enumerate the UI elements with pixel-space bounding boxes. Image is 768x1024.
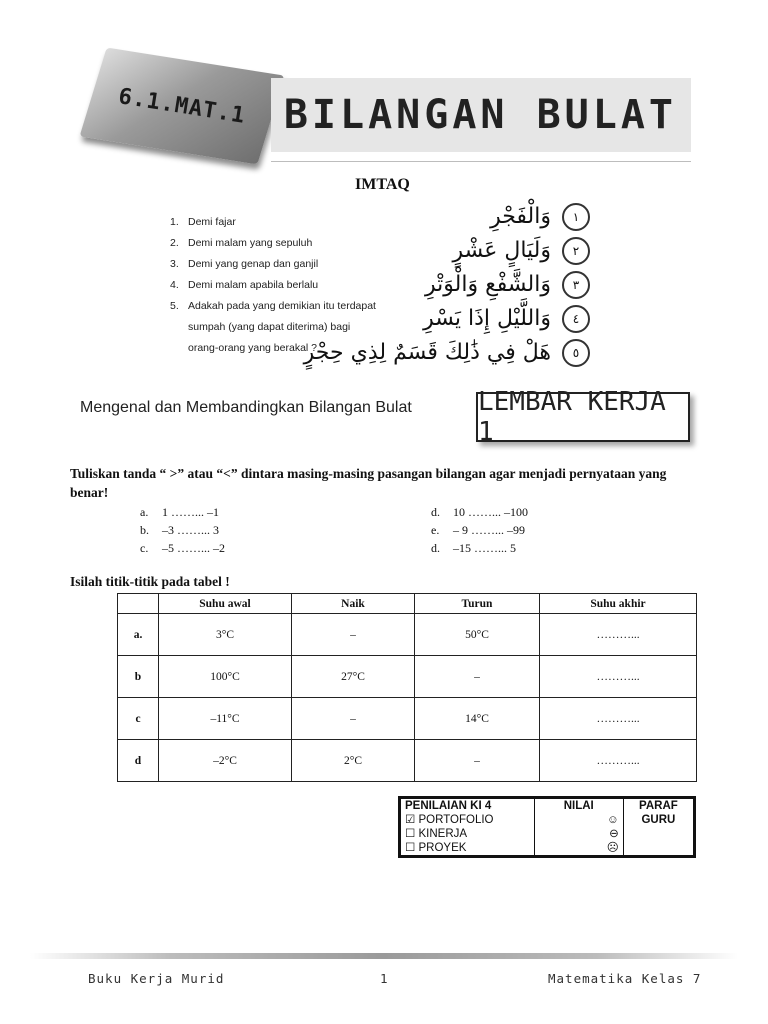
score-cell: [534, 798, 623, 857]
ayah-number: ٢: [562, 237, 590, 265]
lesson-code: 6.1.MAT.1: [116, 83, 248, 129]
checkbox-icon: ☐: [405, 828, 416, 840]
list-item: [170, 212, 376, 233]
table-row: [400, 798, 695, 857]
table-cell: 14°C: [415, 698, 540, 740]
table-cell: –2°C: [159, 740, 292, 782]
arabic-text: وَاللَّيْلِ إِذَا يَسْرِ: [423, 306, 551, 331]
answer-blank: ………...: [540, 740, 697, 782]
arabic-verse: [425, 268, 590, 302]
table-cell: 2°C: [292, 740, 415, 782]
list-item: [405, 813, 530, 827]
row-label: a.: [118, 614, 159, 656]
row-label: d: [118, 740, 159, 782]
score-title: NILAI: [563, 800, 594, 812]
table-cell: –: [292, 614, 415, 656]
item-label: e.: [431, 523, 440, 537]
list-item: [140, 521, 225, 539]
verse-number: 4.: [170, 279, 179, 291]
header-divider: [271, 161, 691, 162]
verse-number: 1.: [170, 216, 179, 228]
list-item: [405, 841, 530, 855]
arabic-verse: [430, 200, 590, 234]
verse-number: 2.: [170, 237, 179, 249]
list-item: [140, 503, 225, 521]
table-cell: –11°C: [159, 698, 292, 740]
worksheet-label: LEMBAR KERJA 1: [478, 387, 666, 447]
comparison-text: –5 ……... –2: [162, 541, 225, 555]
table-header-row: [118, 594, 697, 614]
answer-blank: ………...: [540, 656, 697, 698]
arabic-verse: [423, 302, 590, 336]
list-item: [170, 254, 376, 275]
ayah-number: ٣: [562, 271, 590, 299]
table-cell: 50°C: [415, 614, 540, 656]
assessment-types-cell: [400, 798, 535, 857]
page-title: BILANGAN BULAT: [283, 92, 677, 138]
verse-continuation: sumpah (yang dapat diterima) bagi: [188, 321, 351, 333]
footer-subject: Matematika Kelas 7: [548, 971, 702, 986]
row-label: b: [118, 656, 159, 698]
table-cell: 27°C: [292, 656, 415, 698]
ayah-number: ١: [562, 203, 590, 231]
list-item: [405, 827, 530, 841]
ayah-number: ٤: [562, 305, 590, 333]
neutral-face-icon: ⊖: [609, 828, 619, 840]
arabic-text: وَالْفَجْرِ: [490, 204, 551, 229]
list-item: [431, 503, 528, 521]
arabic-verse: [430, 234, 590, 268]
column-header: Suhu awal: [159, 594, 292, 614]
title-band: [271, 78, 691, 152]
list-item: [170, 296, 376, 317]
list-item: [170, 275, 376, 296]
list-item: [431, 539, 528, 557]
checkbox-icon: ☐: [405, 842, 416, 854]
arabic-text: هَلْ فِي ذَٰلِكَ قَسَمٌ لِذِي حِجْرٍ: [303, 340, 551, 365]
answer-blank: ………...: [540, 698, 697, 740]
column-header: Turun: [415, 594, 540, 614]
list-item: [431, 521, 528, 539]
arabic-verse: [303, 336, 590, 370]
column-header: [118, 594, 159, 614]
verse-continuation: orang-orang yang berakal ?: [188, 342, 318, 354]
exercise2-instruction: Isilah titik-titik pada tabel !: [70, 574, 230, 589]
table-row: [118, 740, 697, 782]
table-row: [118, 614, 697, 656]
checkbox-icon: ☑: [405, 814, 416, 826]
item-label: d.: [431, 541, 440, 555]
temperature-table: [117, 593, 697, 782]
lesson-code-badge: [80, 47, 285, 164]
comparison-text: 10 ……... –100: [453, 505, 528, 519]
frown-icon: ☹: [606, 842, 619, 854]
verse-text: Demi fajar: [188, 216, 236, 228]
table-row: [118, 698, 697, 740]
verse-text: Adakah pada yang demikian itu terdapat: [188, 300, 376, 312]
teacher-signature-cell: [623, 798, 694, 857]
ayah-number: ٥: [562, 339, 590, 367]
column-header: Naik: [292, 594, 415, 614]
item-label: a.: [140, 505, 149, 519]
exercise1-instruction: Tuliskan tanda “ >” atau “<” dintara masing-masing pasangan bilangan agar menjadi pernyataan yang benar!: [70, 466, 667, 500]
comparison-text: –15 ……... 5: [453, 541, 516, 555]
table-cell: –: [415, 740, 540, 782]
table-row: [118, 656, 697, 698]
worksheet-label-box: [476, 387, 690, 447]
arabic-text: وَالشَّفْعِ وَالْوَتْرِ: [425, 272, 551, 297]
signature-title: PARAF: [639, 800, 678, 812]
footer-divider: [30, 953, 738, 959]
comparison-text: – 9 ……... –99: [453, 523, 525, 537]
table-cell: 3°C: [159, 614, 292, 656]
verse-text: Demi malam apabila berlalu: [188, 279, 319, 291]
item-label: c.: [140, 541, 149, 555]
item-label: b.: [140, 523, 149, 537]
comparison-list-right: [431, 503, 528, 557]
imtaq-title: IMTAQ: [355, 176, 410, 193]
arabic-verses: [303, 200, 590, 370]
comparison-text: 1 ……... –1: [162, 505, 219, 519]
assessment-box: [398, 796, 696, 858]
section-heading: Mengenal dan Membandingkan Bilangan Bulat: [80, 399, 412, 416]
row-label: c: [118, 698, 159, 740]
page-number: 1: [380, 971, 389, 986]
arabic-text: وَلَيَالٍ عَشْرٍ: [452, 238, 551, 263]
comparison-text: –3 ……... 3: [162, 523, 219, 537]
table-cell: –: [292, 698, 415, 740]
table-cell: 100°C: [159, 656, 292, 698]
answer-blank: ………...: [540, 614, 697, 656]
assessment-label: PORTOFOLIO: [418, 814, 494, 826]
assessment-title: PENILAIAN KI 4: [405, 800, 492, 812]
verse-text: Demi yang genap dan ganjil: [188, 258, 319, 270]
column-header: Suhu akhir: [540, 594, 697, 614]
assessment-label: PROYEK: [418, 842, 467, 854]
verse-number: 3.: [170, 258, 179, 270]
comparison-list-left: [140, 503, 225, 557]
verse-number: 5.: [170, 300, 179, 312]
table-cell: –: [415, 656, 540, 698]
item-label: d.: [431, 505, 440, 519]
footer-book-title: Buku Kerja Murid: [88, 971, 225, 986]
signature-title: GURU: [641, 814, 676, 826]
assessment-label: KINERJA: [418, 828, 468, 840]
verse-text: Demi malam yang sepuluh: [188, 237, 313, 249]
list-item: [170, 233, 376, 254]
smile-icon: ☺: [607, 814, 619, 826]
list-item: [140, 539, 225, 557]
